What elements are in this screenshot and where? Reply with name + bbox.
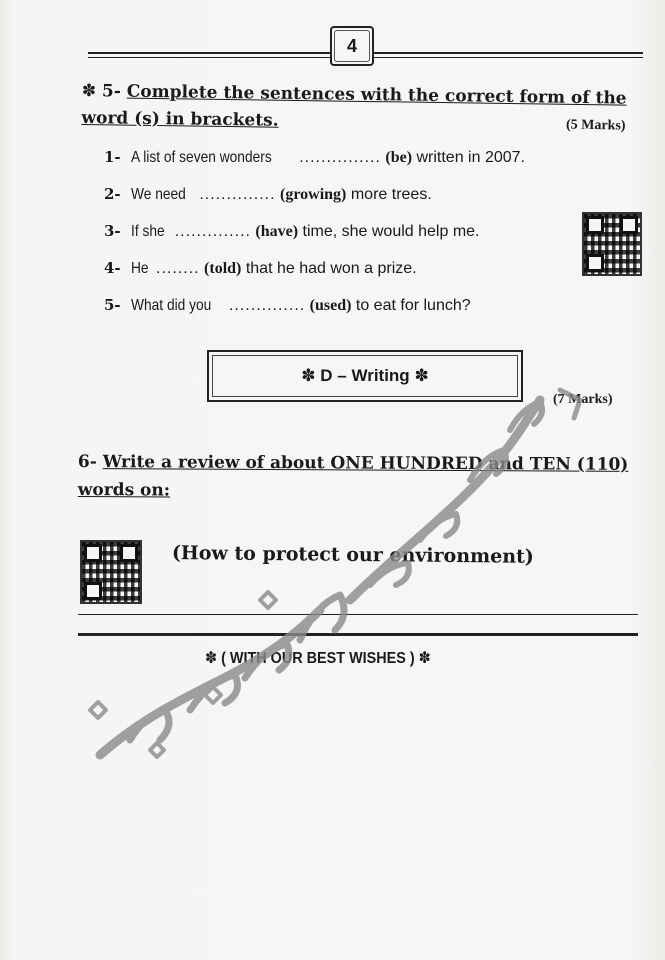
sentence-number: 3-: [104, 222, 121, 240]
sentence-item: [104, 185, 584, 222]
qr-finder-mark: [620, 216, 638, 234]
question-5-number: 5-: [101, 81, 122, 102]
best-wishes-text: ( WITH OUR BEST WISHES ): [221, 650, 415, 667]
essay-topic: (How to protect our environment): [171, 542, 534, 568]
bracket-word: (have): [255, 223, 299, 240]
answer-blank[interactable]: ...............: [299, 149, 381, 166]
flower-star-icon: ✽: [418, 648, 431, 667]
sentence-number: 2-: [104, 185, 121, 203]
sentence-text-after: more trees.: [350, 186, 432, 203]
flower-star-icon: ✽: [81, 80, 97, 102]
question-5-title-line1: Complete the sentences with the correct form of the: [126, 81, 627, 109]
question-6-number: 6-: [77, 451, 97, 473]
sentence-number: 1-: [104, 148, 121, 166]
page-number-text: 4: [346, 35, 357, 56]
sentence-text-after: to eat for lunch?: [355, 297, 471, 314]
sentence-item: [104, 148, 584, 185]
question-6-heading: [78, 448, 648, 507]
bracket-word: (be): [385, 149, 413, 166]
answer-blank[interactable]: ..............: [199, 186, 276, 203]
footer-rule: [78, 633, 638, 636]
question-6-title-line1: Write a review of about ONE HUNDRED and TEN (110): [102, 452, 629, 475]
sentence-item: [104, 259, 584, 296]
section-d-title: [301, 366, 428, 386]
section-d-box: [207, 350, 523, 402]
question-6-title-line2: words on:: [77, 479, 171, 501]
qr-code-icon[interactable]: [582, 212, 642, 276]
answer-blank[interactable]: ..............: [174, 223, 251, 240]
qr-finder-mark: [586, 216, 604, 234]
sentence-text-after: time, she would help me.: [302, 223, 480, 240]
sentence-text-before: We need: [131, 186, 186, 203]
flower-star-icon: ✽: [301, 366, 316, 386]
footer-rule-thin: [78, 614, 638, 615]
sentence-text-after: written in 2007.: [416, 149, 525, 166]
question-5-marks: (5 Marks): [565, 117, 626, 134]
sentence-text-before: What did you: [131, 297, 212, 314]
bracket-word: (used): [309, 297, 352, 314]
page-number: [330, 26, 374, 66]
flower-star-icon: ✽: [414, 366, 429, 386]
section-d-label: D – Writing: [320, 366, 410, 385]
qr-finder-mark: [84, 582, 102, 600]
sentence-item: [104, 296, 584, 333]
publisher-watermark: [70, 360, 630, 780]
flower-star-icon: ✽: [205, 648, 218, 667]
sentence-number: 5-: [104, 296, 121, 314]
sentence-text-before: He: [131, 260, 149, 277]
best-wishes: [205, 648, 431, 668]
answer-blank[interactable]: ..............: [228, 297, 306, 314]
sentence-item: [104, 222, 584, 259]
answer-blank[interactable]: ........: [156, 260, 200, 277]
qr-code-icon[interactable]: [80, 540, 142, 604]
qr-finder-mark: [84, 544, 102, 562]
qr-finder-mark: [120, 544, 138, 562]
question-5-title-line2: word (s) in brackets.: [81, 107, 279, 131]
section-d-marks: (7 Marks): [553, 392, 613, 407]
sentence-list: [104, 148, 584, 333]
bracket-word: (told): [204, 260, 242, 277]
sentence-text-before: A list of seven wonders: [131, 149, 272, 166]
sentence-text-before: If she: [131, 223, 165, 240]
bracket-word: (growing): [280, 186, 347, 203]
qr-finder-mark: [586, 254, 604, 272]
sentence-text-after: that he had won a prize.: [245, 260, 417, 277]
sentence-number: 4-: [104, 259, 121, 277]
